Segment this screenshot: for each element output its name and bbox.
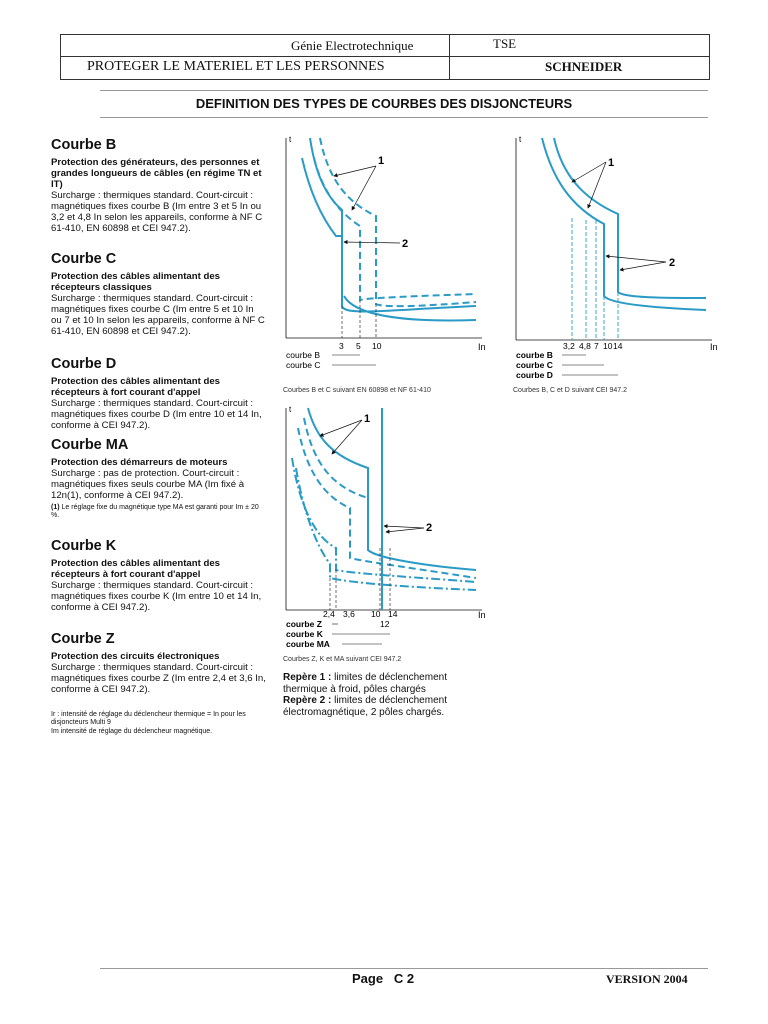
section-courbe-d bbox=[51, 356, 266, 431]
y-axis-label: t bbox=[289, 135, 292, 144]
curve-b-lower bbox=[302, 158, 342, 236]
legend-courbe-d: courbe D bbox=[516, 370, 553, 380]
section-heading: Courbe Z bbox=[51, 631, 115, 647]
tick-label: 4,8 bbox=[579, 341, 591, 351]
legend-courbe-ma: courbe MA bbox=[286, 639, 330, 649]
curve-k-upper bbox=[308, 408, 476, 570]
section-purpose: Protection des câbles alimentant des récepteurs classiques bbox=[51, 271, 221, 293]
callout-2: 2 bbox=[402, 238, 409, 250]
tick-label: 5 bbox=[356, 341, 361, 351]
curve-b-tail bbox=[344, 296, 476, 320]
callout-arrow bbox=[352, 166, 376, 210]
callout-arrow bbox=[332, 420, 362, 454]
chart-courbes-z-k-ma bbox=[276, 398, 496, 654]
note-mark: (1) bbox=[51, 504, 60, 511]
callout-arrow bbox=[620, 262, 666, 270]
section-heading: Courbe MA bbox=[51, 437, 129, 453]
caption-courbes-b-c-d: Courbes B, C et D suivant CEI 947.2 bbox=[513, 387, 627, 394]
section-description: Surcharge : thermiques standard. Court-circuit : magnétiques fixes courbe K (Im entre 10 et 14 In, conforme à CEI 947.2). bbox=[51, 580, 262, 613]
x-axis-label: In bbox=[478, 610, 486, 620]
note-text: Le réglage fixe du magnétique type MA est garanti pour Im ± 20 %. bbox=[51, 504, 259, 520]
section-purpose: Protection des circuits électroniques bbox=[51, 651, 220, 662]
section-courbe-k bbox=[51, 538, 266, 613]
tick-label: 3,2 bbox=[563, 341, 575, 351]
section-courbe-c bbox=[51, 251, 266, 337]
header-topic: PROTEGER LE MATERIEL ET LES PERSONNES bbox=[87, 59, 385, 74]
section-heading: Courbe B bbox=[51, 137, 117, 153]
callout-arrow bbox=[386, 528, 424, 532]
curve-lower bbox=[542, 138, 706, 310]
legend-courbe-k: courbe K bbox=[286, 629, 323, 639]
callout-arrow bbox=[572, 162, 606, 182]
callout-arrow bbox=[334, 166, 376, 176]
callout-2: 2 bbox=[669, 257, 676, 269]
header-subject: Génie Electrotechnique bbox=[291, 38, 414, 53]
section-description: Surcharge : pas de protection. Court-circuit : magnétiques fixes seuls courbe MA (Im fixé à 12n(1), conforme à CEI 947.2). bbox=[51, 468, 245, 501]
section-purpose: Protection des générateurs, des personnes et grandes longueurs de câbles (en régime TN et IT) bbox=[51, 157, 262, 190]
callout-1: 1 bbox=[364, 413, 371, 425]
curve-c-upper bbox=[320, 138, 476, 306]
callout-arrow bbox=[344, 242, 400, 243]
section-description: Surcharge : thermiques standard. Court-circuit : magnétiques fixes courbe Z (Im entre 2,4 et 3,6 In, conforme à CEI 947.2). bbox=[51, 662, 266, 695]
legend-courbe-b: courbe B bbox=[516, 350, 553, 360]
tick-label: 14 bbox=[388, 609, 398, 619]
section-description: Surcharge : thermiques standard. Court-circuit : magnétiques fixes courbe D (Im entre 10 et 14 In, conforme à CEI 947.2). bbox=[51, 398, 262, 431]
caption-courbes-z-k-ma: Courbes Z, K et MA suivant CEI 947.2 bbox=[283, 656, 402, 663]
x-axis-label: In bbox=[710, 342, 718, 352]
footnote-ir: Ir : intensité de réglage du déclencheur thermique = In pour les disjoncteurs Multi 9 bbox=[51, 711, 246, 727]
tick-label: 10 bbox=[371, 609, 381, 619]
callout-1: 1 bbox=[378, 155, 385, 167]
repere-2 bbox=[283, 695, 483, 718]
repere-1-label: Repère 1 : bbox=[283, 672, 332, 683]
y-axis-label: t bbox=[519, 135, 522, 144]
header-table bbox=[60, 34, 710, 80]
tick-label: 14 bbox=[613, 341, 623, 351]
curve-upper bbox=[554, 138, 706, 298]
section-description: Surcharge : thermiques standard. Court-circuit : magnétiques fixes courbe C (Im entre 5 et 10 In ou 7 et 10 In selon les appareils, conforme à NF C 61-410, EN 60898 et CEI 947.2). bbox=[51, 293, 265, 337]
tick-label: 10 bbox=[603, 341, 613, 351]
repere-1 bbox=[283, 672, 483, 695]
callout-1: 1 bbox=[608, 157, 615, 169]
section-note bbox=[51, 504, 266, 521]
repere-2-label: Repère 2 : bbox=[283, 695, 332, 707]
tick-label: 3,6 bbox=[343, 609, 355, 619]
footnote-im: Im intensité de réglage du déclencheur magnétique. bbox=[51, 727, 213, 735]
section-purpose: Protection des câbles alimentant des récepteurs à fort courant d'appel bbox=[51, 376, 221, 398]
reperes-legend bbox=[283, 672, 483, 718]
section-heading: Courbe C bbox=[51, 251, 117, 267]
title-rule-top bbox=[100, 90, 708, 91]
page-number: Page C 2 bbox=[352, 971, 415, 986]
callout-arrow bbox=[320, 420, 362, 436]
curve-c-lower bbox=[314, 158, 476, 300]
callout-arrow bbox=[606, 256, 666, 262]
tick-label: 2,4 bbox=[323, 609, 335, 619]
legend-courbe-c: courbe C bbox=[286, 360, 321, 370]
chart-courbes-b-c bbox=[276, 128, 496, 378]
title-rule-bottom bbox=[100, 117, 708, 118]
tick-label-ma: 12 bbox=[380, 619, 390, 629]
header-class: TSE bbox=[493, 36, 517, 51]
section-purpose: Protection des câbles alimentant des récepteurs à fort courant d'appel bbox=[51, 558, 221, 580]
tick-label: 7 bbox=[594, 341, 599, 351]
curve-z-lower bbox=[296, 468, 476, 590]
section-description: Surcharge : thermiques standard. Court-circuit : magnétiques fixes courbe B (Im entre 3 et 5 In ou 3,2 et 4,8 In selon les appareils, conforme à NF C 61-410, EN 60898 et CEI 947.2). bbox=[51, 190, 263, 234]
curve-b-upper bbox=[310, 138, 476, 311]
x-axis-label: In bbox=[478, 342, 486, 352]
section-courbe-ma bbox=[51, 437, 266, 521]
legend-courbe-z: courbe Z bbox=[286, 619, 322, 629]
callout-2: 2 bbox=[426, 522, 433, 534]
callout-arrow bbox=[384, 526, 424, 528]
repere-1-text: limites de déclenchement thermique à froid, pôles chargés bbox=[283, 672, 447, 695]
page-title: DEFINITION DES TYPES DE COURBES DES DISJONCTEURS bbox=[195, 96, 573, 111]
legend-courbe-c: courbe C bbox=[516, 360, 553, 370]
section-courbe-b bbox=[51, 137, 266, 234]
footnote bbox=[51, 711, 266, 736]
repere-2-text: limites de déclenchement électromagnétique, 2 pôles chargés. bbox=[283, 695, 447, 718]
tick-label: 10 bbox=[372, 341, 382, 351]
section-heading: Courbe D bbox=[51, 356, 117, 372]
header-source: SCHNEIDER bbox=[545, 59, 623, 74]
footer-rule bbox=[100, 968, 708, 969]
curve-z bbox=[292, 458, 476, 582]
legend-courbe-b: courbe B bbox=[286, 350, 321, 360]
tick-label: 3 bbox=[339, 341, 344, 351]
y-axis-label: t bbox=[289, 405, 292, 414]
version-label: VERSION 2004 bbox=[606, 972, 688, 986]
chart-courbes-b-c-d bbox=[506, 128, 726, 378]
section-courbe-z bbox=[51, 631, 266, 695]
section-heading: Courbe K bbox=[51, 538, 117, 554]
callout-arrow bbox=[588, 162, 606, 208]
section-purpose: Protection des démarreurs de moteurs bbox=[51, 457, 228, 468]
caption-courbes-b-c: Courbes B et C suivant EN 60898 et NF 61-410 bbox=[283, 387, 431, 394]
